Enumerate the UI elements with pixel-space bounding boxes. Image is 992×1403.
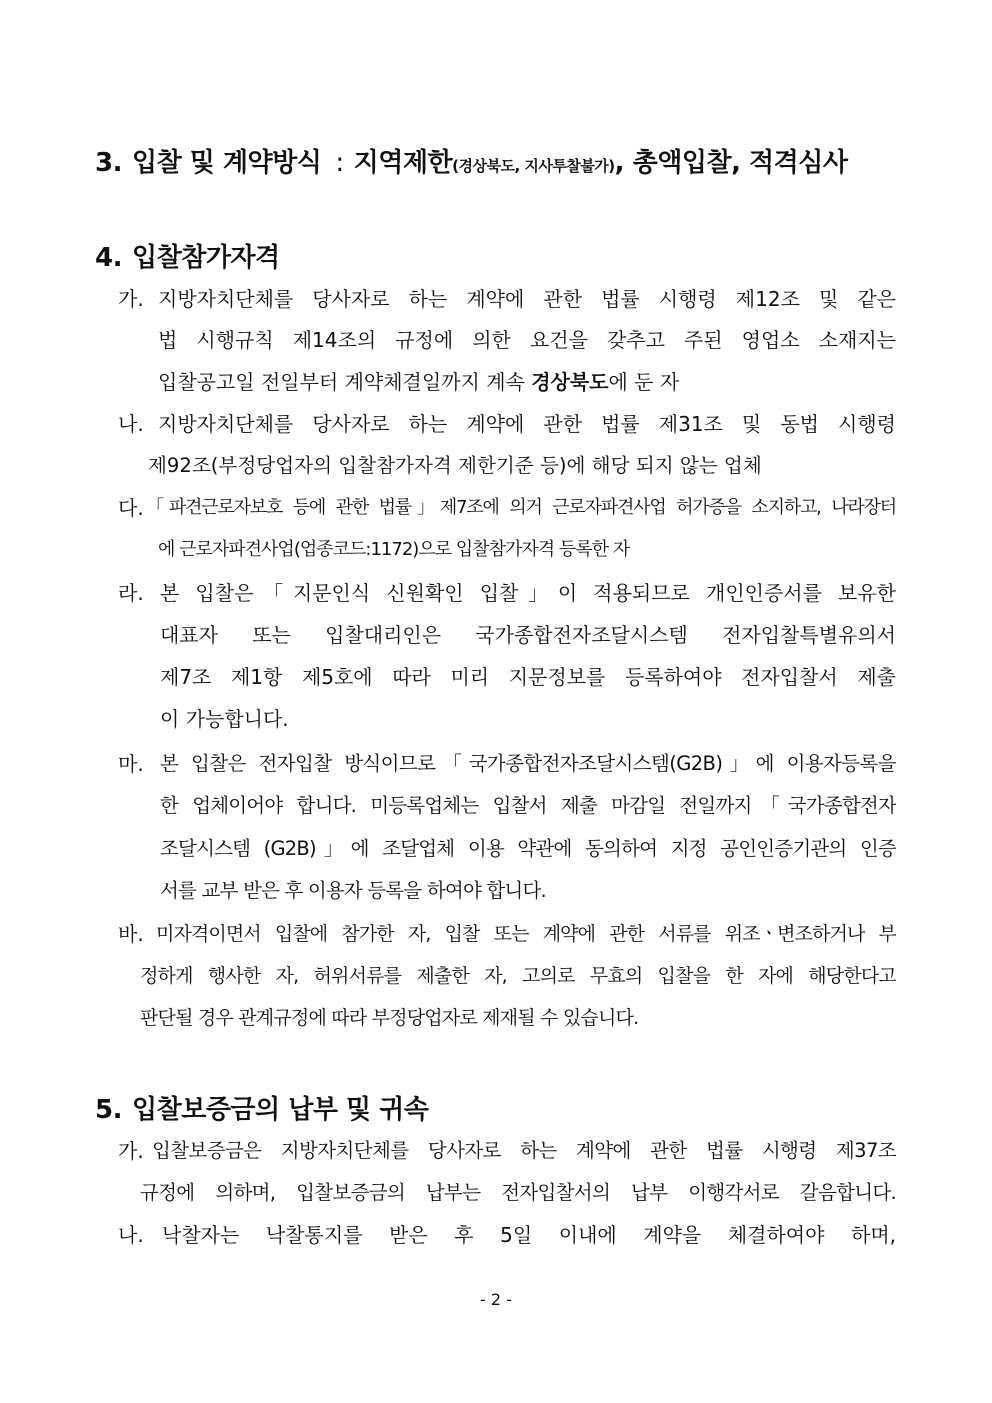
section-3-colon: : [335, 148, 344, 178]
item-marker: 바. [118, 922, 144, 946]
section-3-methods: , 총액입찰, 적격심사 [614, 148, 848, 178]
item-marker: 다. [118, 496, 144, 520]
item-marker: 가. [118, 1139, 144, 1163]
item-line: 입찰보증금은 지방자치단체를 당사자로 하는 계약에 관한 법률 시행령 제37조 [152, 1139, 896, 1162]
item-line: 제92조(부정당업자의 입찰참가자격 제한기준 등)에 해당 되지 않는 업체 [148, 454, 762, 477]
section-5-title: 입찰보증금의 납부 및 귀속 [131, 1095, 429, 1125]
item-line: 미자격이면서 입찰에 참가한 자, 입찰 또는 계약에 관한 서류를 위조ㆍ변조하거나 부 [156, 923, 896, 945]
section-3-heading [95, 142, 847, 179]
section-4-number: 4. [95, 243, 122, 273]
section-3-region: 지역제한 [353, 148, 453, 178]
item-marker: 가. [118, 287, 144, 311]
item-line: 조달시스템 (G2B)」에 조달업체 이용 약관에 동의하여 지정 공인인증기관의 인증 [160, 837, 896, 860]
section-4-heading [95, 237, 280, 274]
item-line: 본 입찰은 전자입찰 방식이므로「국가종합전자조달시스템(G2B)」에 이용자등록을 [160, 752, 896, 775]
item-line-emphasis: 경상북도 [531, 370, 609, 394]
section-5-number: 5. [95, 1095, 122, 1125]
item-line: 「파견근로자보호 등에 관한 법률」제7조에 의거 근로자파견사업 허가증을 소지하고, 나라장터 [146, 497, 896, 518]
section-4-title: 입찰참가자격 [131, 243, 280, 273]
section-3-region-note: (경상북도, 지사투찰불가) [452, 157, 615, 175]
item-line: 한 업체이어야 합니다. 미등록업체는 입찰서 제출 마감일 전일까지「국가종합전자 [160, 794, 896, 817]
item-marker: 나. [118, 412, 144, 436]
section-3-number: 3. [95, 148, 122, 178]
item-line-text: 에 둔 자 [608, 370, 680, 394]
section-5-heading [95, 1089, 428, 1126]
item-line: 판단될 경우 관계규정에 따라 부정당업자로 제재될 수 있습니다. [140, 1007, 639, 1029]
item-line: 이 가능합니다. [160, 707, 289, 731]
item-line: 정하게 행사한 자, 허위서류를 제출한 자, 고의로 무효의 입찰을 한 자에 해당한다고 [140, 965, 896, 987]
item-line: 지방자치단체를 당사자로 하는 계약에 관한 법률 제31조 및 동법 시행령 [158, 412, 896, 436]
section-3-title: 입찰 및 계약방식 [131, 148, 322, 178]
item-marker: 나. [118, 1223, 144, 1247]
item-line: 에 근로자파견사업(업종코드:1172)으로 입찰참가자격 등록한 자 [158, 539, 630, 560]
item-line [158, 369, 679, 395]
item-line: 지방자치단체를 당사자로 하는 계약에 관한 법률 시행령 제12조 및 같은 [158, 287, 896, 311]
item-line: 법 시행규칙 제14조의 규정에 의한 요건을 갖추고 주된 영업소 소재지는 [158, 328, 896, 352]
item-line: 본 입찰은「지문인식 신원확인 입찰」이 적용되므로 개인인증서를 보유한 [160, 581, 896, 605]
page-number: - 2 - [480, 1290, 512, 1309]
item-line-text: 입찰공고일 전일부터 계약체결일까지 계속 [158, 370, 532, 394]
item-line: 규정에 의하며, 입찰보증금의 납부는 전자입찰서의 납부 이행각서로 갈음합니다. [140, 1181, 896, 1204]
item-line: 낙찰자는 낙찰통지를 받은 후 5일 이내에 계약을 체결하여야 하며, [162, 1223, 896, 1247]
item-line: 서를 교부 받은 후 이용자 등록을 하여야 합니다. [160, 879, 546, 902]
item-marker: 마. [118, 752, 144, 776]
item-marker: 라. [118, 581, 144, 605]
item-line: 대표자 또는 입찰대리인은 국가종합전자조달시스템 전자입찰특별유의서 [160, 623, 896, 647]
item-line: 제7조 제1항 제5호에 따라 미리 지문정보를 등록하여야 전자입찰서 제출 [160, 665, 896, 689]
